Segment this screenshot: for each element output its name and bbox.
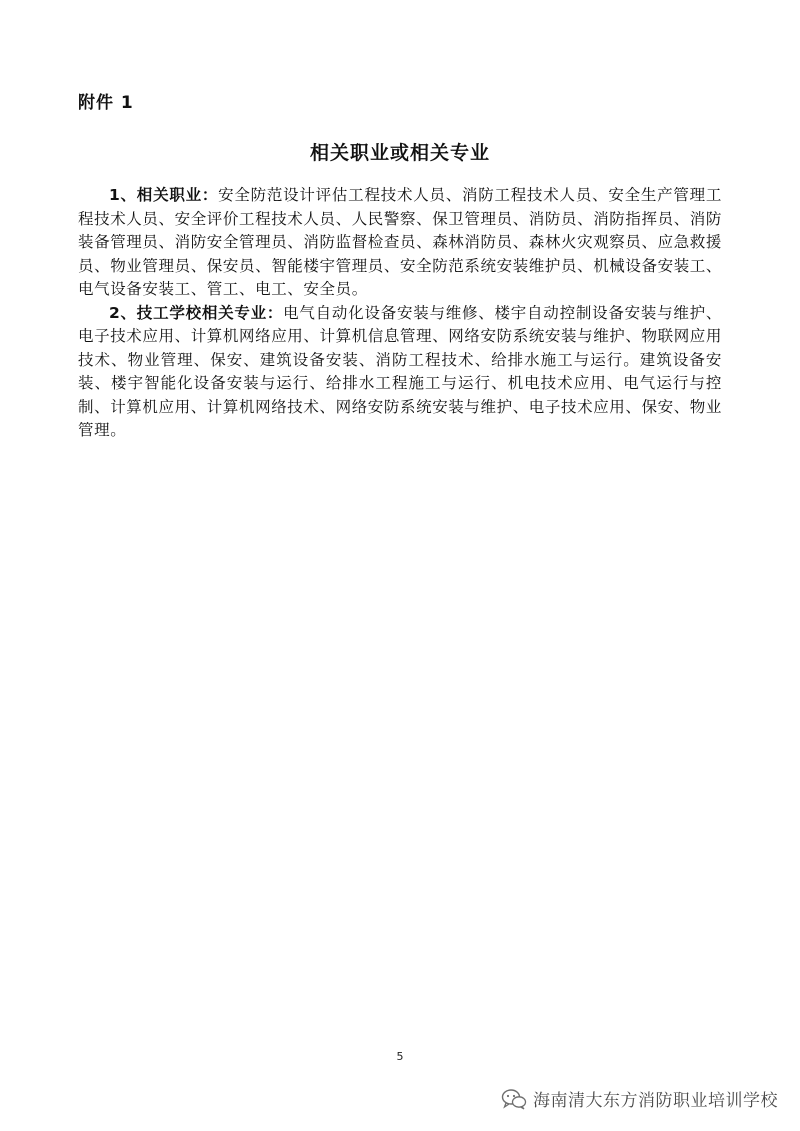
watermark-text: 海南清大东方消防职业培训学校 (533, 1091, 778, 1111)
paragraph-related-majors (78, 302, 722, 443)
paragraph-text: 安全防范设计评估工程技术人员、消防工程技术人员、安全生产管理工程技术人员、安全评价工程技术人员、人民警察、保卫管理员、消防员、消防指挥员、消防装备管理员、消防安全管理员、消防监督检查员、森林消防员、森林火灾观察员、应急救援员、物业管理员、保安员、智能楼宇管理员、安全防范系统安装维护员、机械设备安装工、电气设备安装工、管工、电工、安全员。 (78, 186, 723, 298)
paragraph-related-occupations (78, 184, 722, 302)
paragraph-text: 电气自动化设备安装与维修、楼宇自动控制设备安装与维护、电子技术应用、计算机网络应用、计算机信息管理、网络安防系统安装与维护、物联网应用技术、物业管理、保安、建筑设备安装、消防工程技术、给排水施工与运行。建筑设备安装、楼宇智能化设备安装与运行、给排水工程施工与运行、机电技术应用、电气运行与控制、计算机应用、计算机网络技术、网络安防系统安装与维护、电子技术应用、保安、物业管理。 (78, 303, 723, 439)
watermark (501, 1086, 778, 1111)
page-number: 5 (396, 1050, 404, 1063)
wechat-icon (501, 1088, 527, 1110)
paragraph-heading: 2、技工学校相关专业： (109, 303, 284, 322)
page-title: 相关职业或相关专业 (309, 142, 490, 164)
paragraph-heading: 1、相关职业： (109, 186, 219, 204)
document-body (78, 184, 722, 443)
attachment-label: 附件 1 (78, 93, 134, 113)
